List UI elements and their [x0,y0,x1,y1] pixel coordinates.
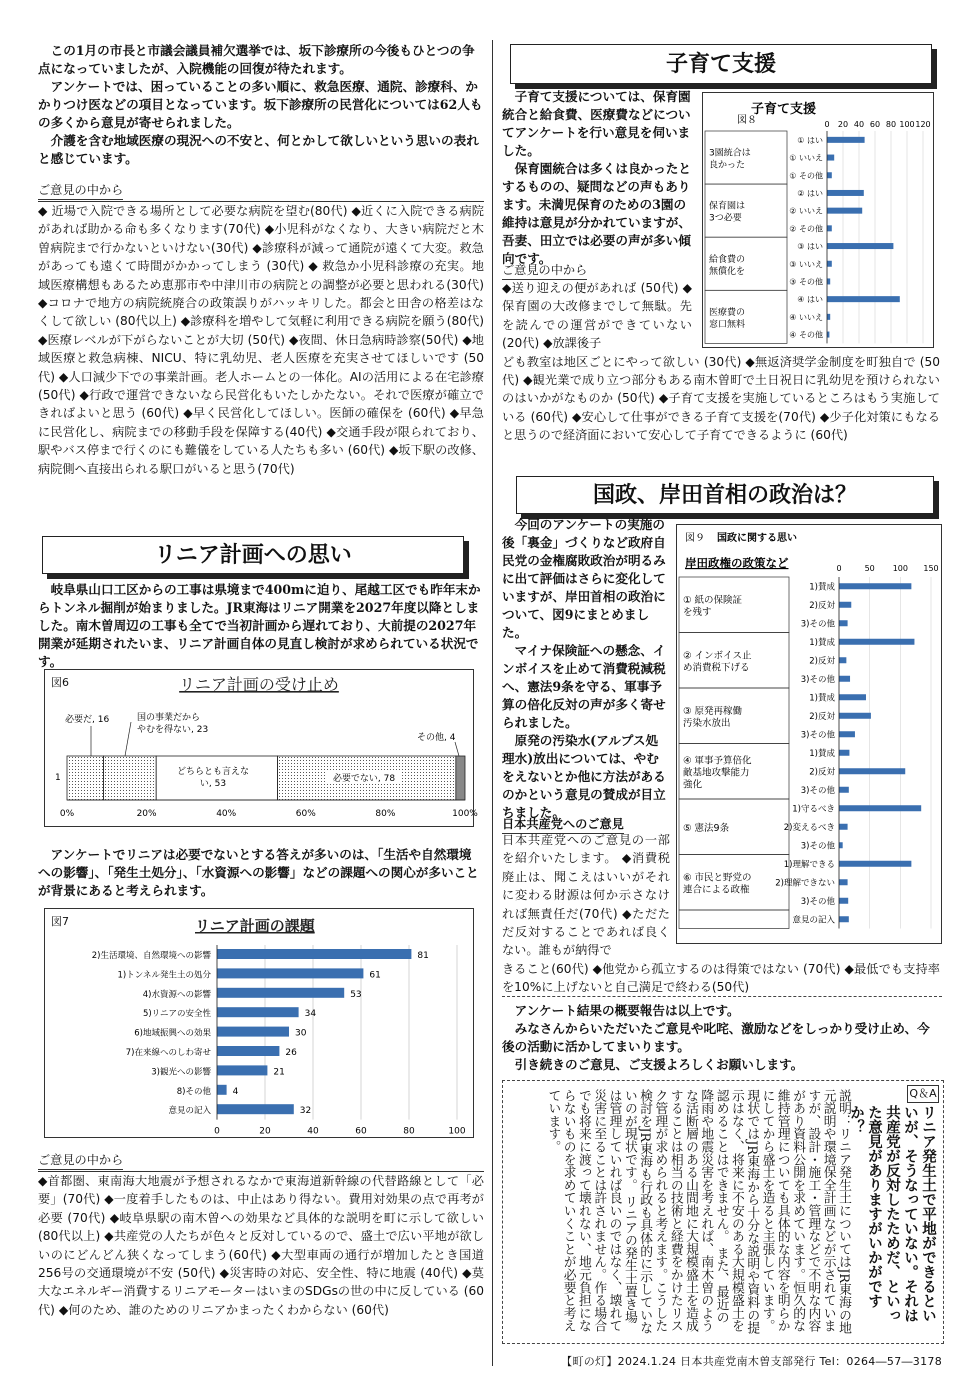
fig9-row-label: 2)反対 [809,656,835,667]
qa-question: リニア発生土で平地ができるといいが、そうなっていない。それは共産党が反対したためだ、といった意見がありますがいかがですか？ [848,1105,937,1323]
fig7-value: 81 [417,951,429,961]
linear-paragraph-text: 岐阜県山口工区からの工事は県境まで400mに迫り、尾越工区でも昨年末からトンネル掘削が始まりました。JR東海はリニア開業を2027年度以降としました。南木曽周辺の工事も全てで当初計画から遅れており、大前提の2027年開業が延期されたいま、リニア計画自体の見直し検討が求められている状況です。 [38,582,481,669]
fig9-group-label: 強化 [683,779,703,791]
fig8-bar [827,137,865,143]
fig8-row-label: ④ はい [797,295,823,305]
footer: 【町の灯】2024.1.24 日本共産党南木曽支部発行 Tel：0264―57―3178 [561,1355,942,1368]
fig6-row-label: 1 [55,773,61,783]
fig8-row-label: ③ その他 [789,277,823,287]
closing-separator [502,996,942,997]
fig7-value: 21 [273,1067,285,1078]
politics-para-2: マイナ保険証への懸念、インボイスを止めて消費税減税へ、憲法9条を守る、軍事予算の倍化反対の声が多く寄せられました。 [502,643,666,730]
fig7-bar [217,1065,267,1075]
fig9-group-label: 連合による政権 [683,884,750,896]
fig6-xtick: 0% [59,809,75,819]
politics-para-3: 原発の汚染水(アルプス処理水)放出については、やむをえないとか他に方法があるのかという意見の賛成が目立ちました。 [502,733,666,820]
fig6-label-3b: い, 53 [199,779,227,789]
closing-para-2: みなさんからいただいたご意見や叱咤、激励などをしっかり受け止め、今後の活動に活かしてまいります。 [502,1021,930,1054]
medical-opinions-block [38,176,484,478]
fig9-row-label: 1)賛成 [809,693,835,704]
fig9-group-label: を残す [683,606,712,618]
fig7-value: 61 [369,970,381,981]
fig9-row-label: 2)反対 [809,767,835,778]
fig8-group-label: 3園統合は [709,148,751,159]
fig9-xtick: 50 [864,564,875,573]
fig6-segment [156,756,277,800]
fig8-bar [827,261,832,267]
fig9-bar [839,805,921,811]
fig6-xtick: 40% [216,809,237,819]
childcare-para-2: 保育園統合は多くは良かったとするものの、疑問などの声もあります。未満児保育のための3園の維持は意見が分かれていますが、吾妻、田立では必要の声が多い傾向です。 [502,161,691,266]
fig7-xtick: 40 [307,1126,319,1137]
fig8-group-label: 無償化を [709,266,746,277]
fig9-group-label: ⑥ 市民と野党の [683,872,752,884]
intro-para-1: この1月の市長と市議会議員補欠選挙では、坂下診療所の今後もひとつの争点になっていましたが、入院機能の回復が待たれます。 [38,43,475,76]
fig6-label-4: 必要でない, 78 [332,774,396,784]
fig9-group-label: ② インボイス止 [683,650,752,662]
fig9-group-label: 敵基地攻撃能力 [683,767,750,779]
fig9-bar [839,713,871,719]
fig9-group-label: 汚染水放出 [683,717,731,729]
fig6-title: リニア計画の受け止め [179,675,339,694]
fig7-category: 2)生活環境、自然環境への影響 [91,951,211,961]
childcare-paragraphs [502,88,692,268]
fig8-row-label: ① はい [797,135,823,145]
fig7-value: 32 [299,1106,312,1117]
fig7-bar [217,1104,294,1114]
fig9-row-label: 3)その他 [800,619,835,630]
politics-banner: 国政、岸田首相の政治は？ [516,476,934,514]
fig7-xtick: 0 [214,1126,220,1137]
fig9-label: 図９ [685,533,705,544]
fig8-bar [827,243,893,249]
fig9-row-label: 3)その他 [800,896,835,907]
opinions-narrow-part: 日本共産党へのご意見の一部を紹介いたします。 ◆消費税廃止は、聞こえはいいがそれに変わる財源は何か示さなければ無責任だ(70代) ◆ただただ反対することであれば良くない。誰もが納得で [502,833,670,958]
fig9-row-label: 3)その他 [800,785,835,796]
fig6-segment [67,756,104,800]
fig9-row-label: 1)守るべき [792,804,835,815]
fig9-row-label: 3)その他 [800,730,835,741]
linear-paragraph-2-text: アンケートでリニアは必要でないとする答えが多いのは、「生活や自然環境への影響」、「発生土処分」、「水資源への影響」などの課題への関心が多いことが背景にあると考えられます。 [38,847,479,898]
fig9-row-label: 1)賛成 [809,748,835,759]
childcare-banner: 子育て支援 [510,44,932,84]
fig7-category: 1)トンネル発生土の処分 [117,970,211,981]
fig7-xtick: 20 [259,1126,271,1137]
fig9-group-label: ③ 原発再稼働 [683,705,743,717]
opinions-full-part: ども教室は地区ごとにやって欲しい (30代) ◆無返済奨学金制度を町独自で (50代) ◆観光業で成り立つ部分もある南木曽町で土日祝日に乳幼児を預けられないのはいかがなものか (50代) ◆子育て支援を実施しているところはもう実施している (60代) ◆安心して仕事ができる子育て支援を(70代) ◆少子化対策にもなると思うので経済面において安心して子育てできるように (60代) [502,354,940,443]
fig7-category: 8)その他 [176,1086,211,1097]
fig9-row-label: 2)理解できない [775,878,835,889]
linear-paragraph [38,581,484,671]
fig8-group-label: 窓口無料 [709,319,746,330]
fig6-segment [456,756,465,800]
fig8-xtick: 100 [899,120,915,129]
linear-paragraph-2 [38,846,484,900]
fig7-value: 4 [232,1086,239,1097]
fig7-bar [217,1027,289,1037]
fig7-category: 意見の記入 [168,1106,211,1117]
fig8-bar [827,172,832,178]
fig9-group-label: め消費税下げる [683,662,750,674]
fig9-row-label: 1)賛成 [809,582,835,593]
fig6-xtick: 100% [452,809,478,819]
fig8-label: 図８ [737,115,757,126]
childcare-opinions [502,279,940,445]
fig6-leader-2 [125,722,131,756]
fig9-bar [839,657,846,663]
fig7-bar [217,1085,227,1095]
fig9-xtick: 0 [836,564,842,573]
fig8-row-label: ② はい [797,188,823,198]
fig9-bar [839,750,849,756]
fig6-label-3a: どちらとも言えな [176,767,250,777]
fig8-bar [827,190,864,196]
fig8-title: 子育て支援 [751,102,817,117]
fig9-row-label: 2)反対 [809,711,835,722]
jcp-opinions [502,831,940,997]
fig9-bar [839,694,866,700]
fig6-label-5: その他, 4 [417,733,456,743]
fig6-xtick: 80% [375,809,396,819]
linear-opinions: ◆首都圏、東南海大地震が予想されるなかで東海道新幹線の代替路線として「必要」(70代) ◆一度着手したものは、中止はあり得ない。費用対効果の点で再考が必要 (70代) ◆岐阜県駅の南木曽への効果など具体的な説明を町に示して欲しい (80代以上) ◆共産党の人たちが色々と反対しているので、盛土で広い平地が欲しいのにどんどん狭くなってしまう(60代) ◆大型車両の通行が増加したとき国道256号の交通環境が不安 (50代) ◆災害時の対応、安全性、特に地震 (40代) ◆莫大なエネルギー消費するリニアモーターはいまのSDGsの世の中に反している (60代) ◆何のため、誰のためのリニアかまったくわからない (60代) [38,1171,484,1319]
fig7-title: リニア計画の課題 [195,917,315,935]
fig6-xtick: 20% [136,809,157,819]
childcare-para-1: 子育て支援については、保育園統合と給食費、医療費などについてアンケートを行い意見を伺いました。 [502,89,691,158]
fig6-label-2b: やむを得ない, 23 [137,725,209,735]
qa-label: Q＆A [907,1085,939,1103]
childcare-opinions-label-block [502,256,692,280]
politics-paragraphs [502,516,670,822]
linear-banner: リニア計画への思い [42,536,464,574]
fig8-xtick: 40 [853,120,865,129]
fig8-group-label: 3つ必要 [709,213,742,224]
fig7-category: 4)水資源への影響 [142,989,211,1000]
fig7-value: 53 [350,989,362,1000]
fig7-bar [217,949,411,959]
fig7-category: 6)地域振興への効果 [134,1028,211,1039]
fig7-xtick: 100 [448,1126,466,1137]
fig7-category: 3)観光への影響 [151,1067,211,1078]
fig9-bar [839,768,905,774]
fig9-group-label: ④ 軍事予算倍化 [683,755,752,767]
fig8-group-label: 保育園は [709,201,746,212]
fig7-bar [217,1007,299,1017]
fig9-row-label: 2)反対 [809,600,835,611]
fig6-xtick: 60% [295,809,316,819]
fig9-row-label: 2)変えるべき [783,822,835,833]
fig8-xtick: 20 [837,120,849,129]
fig6-segment [104,756,157,800]
fig8-group-label: 医療費の [709,307,746,318]
opinions-label: ご意見の中から [38,182,123,200]
fig9-bar [839,787,849,793]
fig9-bar [839,676,850,682]
fig9-subtitle: 岸田政権の政策など [685,556,789,570]
fig9-title: 国政に関する思い [717,533,797,544]
fig8-bar [827,225,832,231]
fig8-group-label: 給食費の [709,254,746,265]
fig9-row-label: 1)賛成 [809,637,835,648]
fig7-chart [44,908,474,1138]
opinions-narrow-part: ◆送り迎えの便があれば (50代) ◆保育園の大改修までして無駄。先を読んでの運営ができていない (20代) ◆放課後子 [502,281,692,351]
intro-para-2: アンケートでは、困っていることの多い順に、救急医療、通院、診療科、かかりつけ医などの項目となっています。坂下診療所の民営化については62人もの多くから意見が寄せられました。 [38,79,483,130]
fig8-bar [827,155,834,161]
fig9-row-label: 意見の記入 [792,915,835,926]
fig8-row-label: ② その他 [789,224,823,234]
fig8-row-label: ③ いいえ [789,259,823,269]
jcp-heading: 日本共産党へのご意見 [502,816,624,834]
fig7-label: 図7 [51,915,69,928]
fig8-xtick: 80 [885,120,897,129]
column-divider [492,40,493,1366]
fig6-leader-5 [455,742,459,756]
fig9-row-label: 3)その他 [800,674,835,685]
childcare-opinions-label: ご意見の中から [502,262,587,280]
qa-box [502,1080,944,1344]
opinions-full-part: きること(60代) ◆他党から孤立するのは得策ではない (70代) ◆最低でも支持率を10%に上げないと自己満足で終わる(50代) [502,961,940,995]
fig9-bar [839,824,848,830]
fig6-label-2a: 国の事業だから [137,713,201,723]
fig9-bar [839,639,914,645]
fig7-value: 30 [295,1028,307,1039]
fig8-row-label: ④ その他 [789,330,823,340]
fig7-bar [217,988,344,998]
fig8-row-label: ① いいえ [789,153,823,163]
fig9-group-label: ① 紙の保険証 [683,594,743,606]
fig7-xtick: 60 [355,1126,367,1137]
fig9-bar [839,731,855,737]
medical-intro [38,42,484,168]
fig9-xtick: 100 [892,564,908,573]
qa-answer: 説明：リニア発生土についてはJR東海の地元説明や環境保全計画などが示されていますが、設計・施工・管理などで不明な内容があり資料公開を求めています。恒久的な維持管理についても具体的な内容を明らかにしてから盛土を造ると主張しています。現状ではJR東海から十分な説明や資料の提示はなく、将来に不安のある大規模盛土を認めることはできません。 また、最近の降雨や地震災害を考えれば、南木曽のような活断層のある山間地に大規模盛土を造成することは相当の技術と経費をかけたリスク管理が求められると考えます。こうした検討をJR東海も行政も具体的に示していないのが現状です。 リニアの発生土置き場は管理していれば良いのではなく、壊れて災害に至ることは許されません。作る場合でも将来に渡って壊れない、地元負担にならないものを求めていくことが必要と考えています。 [545,1089,851,1335]
fig9-row-label: 3)その他 [800,841,835,852]
fig8-group-label: 良かった [709,160,746,171]
fig9-bar [839,602,851,608]
fig8-row-label: ① その他 [789,171,823,181]
politics-para-1: 今回のアンケートの実施の後「裏金」づくりなど政府自民党の金権腐敗政治が明るみに出て評価はさらに変化していますが、岸田首相の政治について、図9にまとめました。 [502,517,666,640]
fig9-group-label: ⑤ 憲法9条 [683,822,730,834]
linear-opinions-block [38,1146,484,1319]
fig7-svg [45,909,473,1137]
closing-para-3: 引き続きのご意見、ご支援よろしくお願いします。 [514,1057,804,1072]
medical-opinions: ◆ 近場で入院できる場所として必要な病院を望む(80代) ◆近くに入院できる病院があれば助かる命も多くなります(70代) ◆小児科がなくなり、大きい病院だと木曽病院まで行かないといけない(30代) ◆診療科が減って通院が遠くて大変。救急があっても遠くて時間がかかってしまう (30代) ◆ 救急か小児科診療の充実。地域医療構想もあるため恵那市や中津川市の病院との調整が必要と思われる(30代) ◆コロナで地方の病院統廃合の政策誤りがハッキリした。都会と田舎の格差はなくして欲しい (80代以上) ◆診療科を増やして気軽に利用できる病院を願う(80代) ◆医療レベルが下がらないことが大切 (50代) ◆夜間、休日急病時診察(50代) ◆地域医療と救急病棟、NICU、特に乳幼児、老人医療を充実させてほしいです (50代) ◆人口減少下での事業計画。老人ホームとの一体化。AIの活用による在宅診療 (50代) ◆行政で運営できないなら民営化もいたしかたない。それで医療が確立できればよいと思う (60代) ◆早く民営化してほしい。医師の確保を (60代) ◆早急に民営化し、病院までの移動手段を保障する(40代) ◆交通手段が限られており、駅やバス停まで行くのにも難儀をしている人たちも多い (60代) ◆坂下駅の改修、病院側へ直接出られる駅口がいると思う(70代) [38,201,484,478]
fig6-svg [45,670,478,826]
fig7-xtick: 80 [403,1126,415,1137]
fig6-chart [44,669,478,827]
fig8-xtick: 120 [915,120,931,129]
intro-para-3: 介護を含む地域医療の現況への不安と、何とかして欲しいという思いの表れと感じています。 [38,133,479,166]
fig9-row-label: 1)理解できる [783,859,835,870]
fig8-xtick: 60 [869,120,881,129]
fig7-value: 34 [304,1009,317,1020]
fig9-bar [839,583,911,589]
opinions2-label: ご意見の中から [38,1152,123,1170]
fig7-bar [217,968,363,978]
fig9-xtick: 150 [923,564,939,573]
fig6-label-1: 必要だ, 16 [65,715,110,725]
fig9-bar [839,620,848,626]
fig7-category: 5)リニアの安全性 [142,1009,211,1020]
fig7-value: 26 [285,1048,297,1058]
closing-paragraphs [502,1002,942,1074]
closing-para-1: アンケート結果の概要報告は以上です。 [514,1003,740,1018]
fig8-bar [827,208,862,214]
fig7-category: 7)在来線へのしわ寄せ [125,1048,211,1058]
fig8-xtick: 0 [824,120,830,129]
fig7-bar [217,1046,279,1056]
fig8-row-label: ③ はい [797,242,823,252]
fig8-row-label: ④ いいえ [789,312,823,322]
fig8-row-label: ② いいえ [789,206,823,216]
fig6-label: 図6 [51,676,69,689]
